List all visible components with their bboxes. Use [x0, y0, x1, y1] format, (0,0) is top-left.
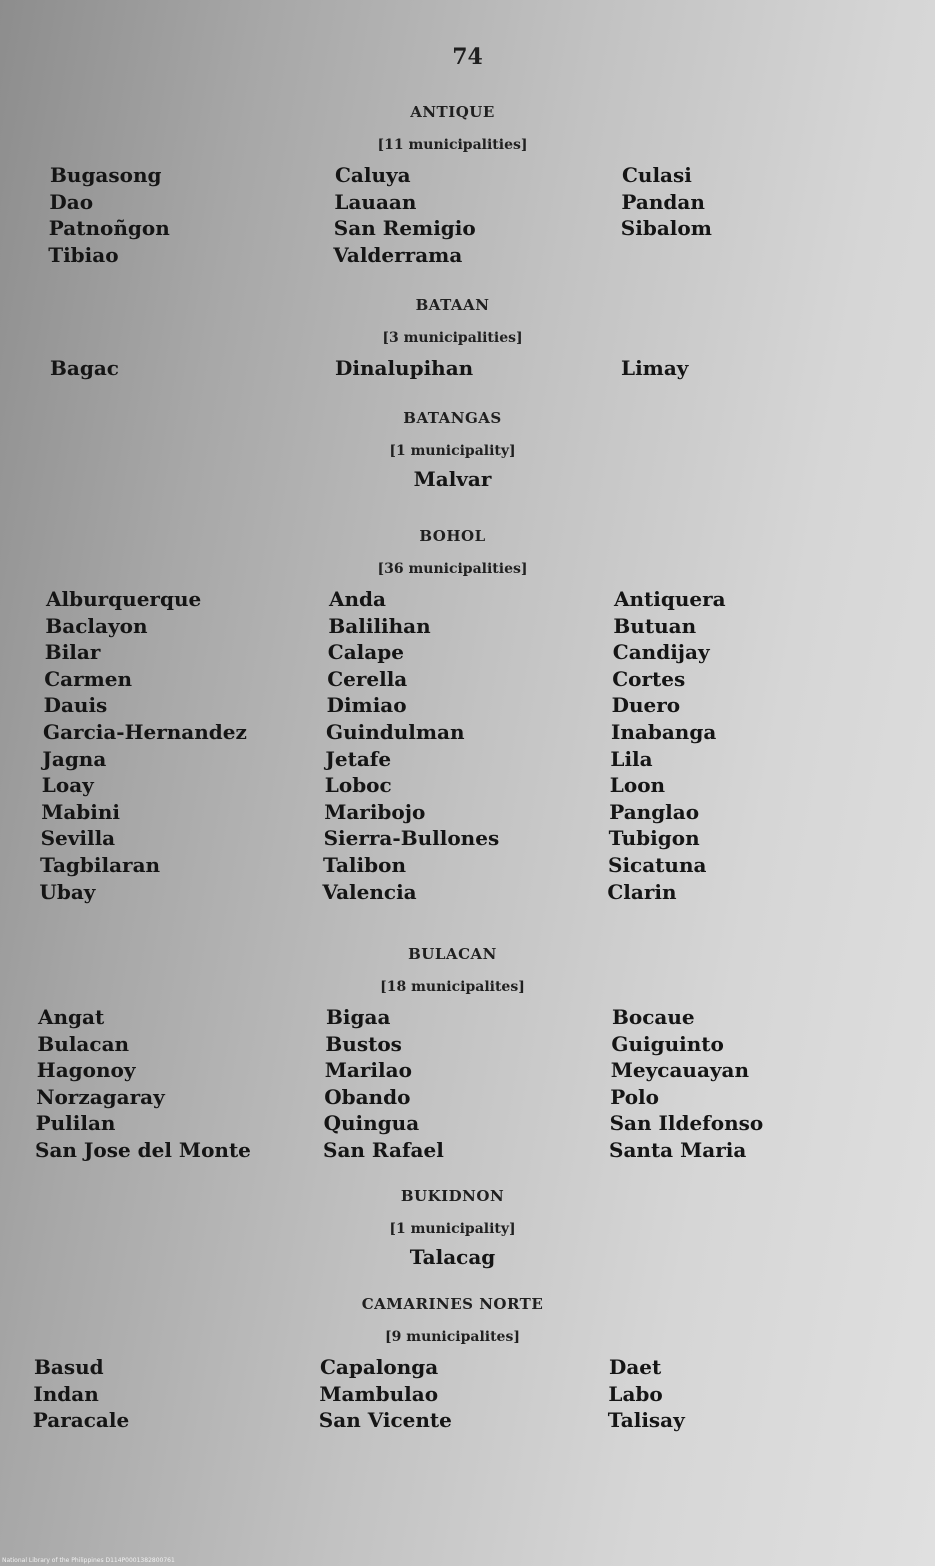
municipality-name: Hagonoy — [36, 1058, 136, 1083]
municipality-name: Maribojo — [324, 799, 426, 824]
municipality-name: Duero — [611, 693, 681, 718]
municipality-name: Garcia-Hernandez — [43, 719, 247, 744]
municipality-row — [0, 640, 935, 667]
province-heading: ANTIQUE — [410, 103, 495, 121]
municipality-name: Culasi — [622, 163, 692, 187]
municipality-name: Balilihan — [328, 613, 431, 638]
municipality-row — [0, 720, 935, 747]
municipality-name: Ubay — [39, 879, 96, 904]
municipality-grid — [0, 356, 935, 383]
municipality-row — [0, 587, 935, 614]
municipality-name: Patnoñgon — [48, 216, 170, 241]
municipality-name: Alburquerque — [46, 587, 202, 611]
municipality-name: Bulacan — [37, 1031, 130, 1056]
municipality-name: Paracale — [32, 1408, 130, 1433]
municipality-name: Pulilan — [35, 1111, 116, 1136]
municipality-name: Loon — [609, 773, 666, 798]
province-heading: BULACAN — [408, 945, 497, 963]
municipality-row — [0, 693, 935, 720]
municipality-row — [0, 243, 935, 270]
municipality-count: [11 municipalities] — [377, 137, 528, 153]
municipality-name: Caluya — [335, 163, 411, 187]
province-heading: BOHOL — [419, 527, 486, 545]
municipality-name: Dauis — [43, 693, 108, 718]
municipality-name: Santa Maria — [609, 1137, 747, 1162]
municipality-name: Capalonga — [320, 1355, 439, 1379]
province-section — [0, 527, 935, 906]
municipality-name: Loay — [41, 773, 94, 798]
municipality-name: Malvar — [413, 467, 492, 491]
municipality-grid — [0, 587, 935, 906]
municipality-name: Tagbilaran — [40, 852, 161, 877]
municipality-name: Tibiao — [48, 242, 119, 267]
municipality-name: Dinalupihan — [335, 356, 474, 380]
province-heading: BATANGAS — [403, 409, 502, 427]
province-heading: CAMARINES NORTE — [361, 1295, 544, 1313]
municipality-name: Bustos — [325, 1031, 402, 1056]
municipality-name: Marilao — [324, 1058, 412, 1083]
municipality-name: Cortes — [612, 666, 686, 691]
province-heading: BUKIDNON — [400, 1187, 505, 1205]
municipality-name: Guindulman — [326, 719, 465, 744]
municipality-row — [0, 800, 935, 827]
municipality-name: Inabanga — [611, 719, 717, 744]
municipality-row — [0, 1032, 935, 1059]
municipality-name: Labo — [608, 1381, 663, 1406]
municipality-name: Angat — [38, 1005, 105, 1029]
page-number: 74 — [452, 44, 483, 70]
municipality-name: Clarin — [607, 879, 677, 904]
municipality-row — [0, 1005, 935, 1032]
municipality-name: Loboc — [324, 773, 392, 798]
municipality-name: Panglao — [609, 799, 700, 824]
municipality-name: Sierra-Bullones — [323, 826, 500, 851]
province-section — [0, 1295, 935, 1435]
municipality-name: Anda — [329, 587, 387, 611]
municipality-name: Antiquera — [614, 587, 726, 611]
municipality-name: San Jose del Monte — [35, 1137, 251, 1162]
municipality-row — [0, 1382, 935, 1409]
municipality-row — [0, 880, 935, 907]
province-section — [0, 409, 935, 491]
municipality-row — [0, 853, 935, 880]
municipality-count: [1 municipality] — [389, 443, 516, 459]
municipality-name: Bigaa — [326, 1005, 391, 1029]
municipality-row — [0, 1138, 935, 1165]
municipality-row — [0, 356, 935, 383]
municipality-name: San Remigio — [333, 216, 476, 241]
municipality-name: Calape — [327, 640, 404, 665]
municipality-row — [0, 747, 935, 774]
municipality-name: Sibalom — [620, 216, 712, 241]
municipality-name: Obando — [324, 1084, 411, 1109]
municipality-row — [0, 1058, 935, 1085]
municipality-name: Valencia — [322, 879, 417, 904]
municipality-row — [0, 1408, 935, 1435]
municipality-row — [0, 1355, 935, 1382]
province-heading: BATAAN — [415, 296, 490, 314]
municipality-row — [0, 1085, 935, 1112]
municipality-name: Candijay — [612, 640, 710, 665]
municipality-row — [0, 190, 935, 217]
municipality-name: Lauaan — [334, 189, 417, 214]
municipality-name: Bugasong — [50, 163, 162, 187]
municipality-name: Indan — [33, 1381, 99, 1406]
province-section — [0, 103, 935, 269]
municipality-row — [0, 1111, 935, 1138]
municipality-grid — [0, 1005, 935, 1165]
province-section — [0, 296, 935, 383]
municipality-name: Polo — [610, 1084, 659, 1109]
municipality-name: Sevilla — [40, 826, 116, 851]
library-footer: National Library of the Philippines D114P0001382800761 — [2, 1557, 175, 1564]
municipality-name: San Ildefonso — [609, 1111, 764, 1136]
municipality-name: Quingua — [323, 1111, 420, 1136]
municipality-name: Bagac — [50, 356, 119, 380]
municipality-name: Meycauayan — [610, 1058, 750, 1083]
province-section — [0, 945, 935, 1165]
municipality-row — [0, 773, 935, 800]
municipality-grid — [0, 1355, 935, 1435]
municipality-name: Norzagaray — [36, 1084, 165, 1109]
municipality-grid — [0, 163, 935, 269]
municipality-name: Dimiao — [326, 693, 407, 718]
municipality-name: Tubigon — [608, 826, 700, 851]
province-section — [0, 1187, 935, 1269]
municipality-name: Baclayon — [45, 613, 148, 638]
municipality-name: Mambulao — [319, 1381, 439, 1406]
municipality-name: Sicatuna — [608, 852, 707, 877]
municipality-count: [1 municipality] — [389, 1221, 516, 1237]
municipality-name: Talacag — [409, 1245, 496, 1269]
municipality-name: Dao — [49, 189, 94, 214]
municipality-name: Jetafe — [325, 746, 392, 771]
municipality-count: [9 municipalites] — [385, 1329, 520, 1345]
municipality-name: Butuan — [613, 613, 697, 638]
municipality-row — [0, 163, 935, 190]
municipality-name: Pandan — [621, 189, 705, 214]
municipality-name: San Vicente — [318, 1408, 452, 1433]
municipality-row — [0, 216, 935, 243]
municipality-name: Guiguinto — [611, 1031, 724, 1056]
municipality-name: Bilar — [44, 640, 101, 665]
municipality-name: Bocaue — [612, 1005, 695, 1029]
municipality-name: Valderrama — [333, 242, 463, 267]
municipality-name: Talibon — [323, 852, 406, 877]
municipality-row — [0, 667, 935, 694]
municipality-name: Cerella — [327, 666, 408, 691]
municipality-name: San Rafael — [323, 1137, 444, 1162]
municipality-name: Jagna — [42, 746, 107, 771]
municipality-name: Mabini — [41, 799, 121, 824]
municipality-count: [3 municipalities] — [382, 330, 523, 346]
municipality-name: Limay — [621, 356, 689, 380]
municipality-row — [0, 614, 935, 641]
municipality-name: Carmen — [44, 666, 133, 691]
municipality-name: Basud — [34, 1355, 104, 1379]
municipality-row — [0, 826, 935, 853]
municipality-name: Daet — [609, 1355, 662, 1379]
municipality-name: Talisay — [607, 1408, 685, 1433]
municipality-count: [36 municipalities] — [377, 561, 528, 577]
municipality-count: [18 municipalites] — [380, 979, 525, 995]
municipality-name: Lila — [610, 746, 653, 771]
